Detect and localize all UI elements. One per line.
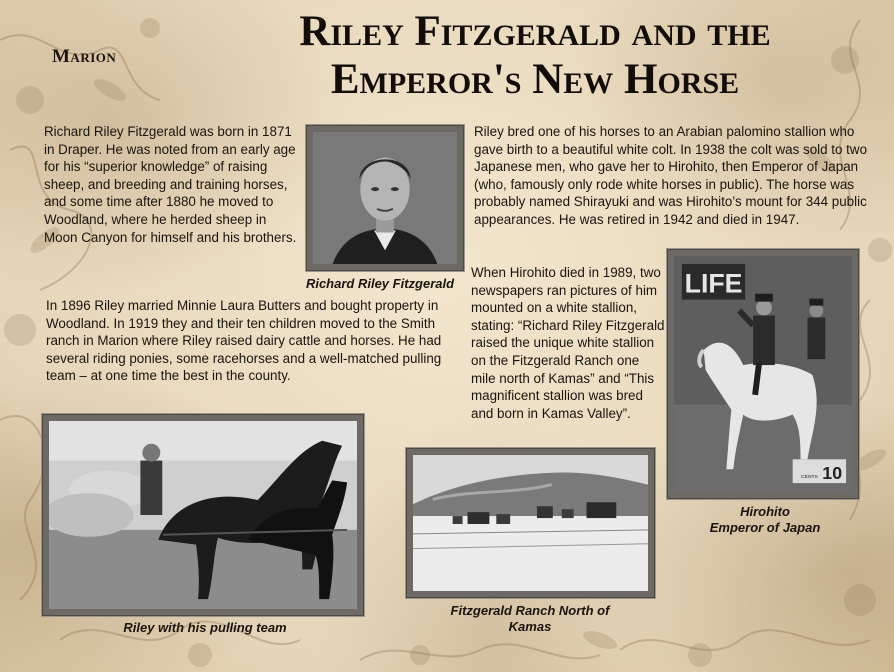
paragraph-marriage: In 1896 Riley married Minnie Laura Butters and bought property in Woodland. In 1919 they and their ten children moved to the Smith ranch in Marion where Riley raised dairy cattle and horses. He had several riding ponies, some racehorses and a well-matched pulling team – at one time the best in the county. bbox=[46, 298, 442, 384]
ranch-caption-line-1: Fitzgerald Ranch North of bbox=[450, 603, 610, 618]
hirohito-photo-frame bbox=[667, 249, 859, 499]
portrait-photo-frame bbox=[306, 125, 464, 271]
page-title bbox=[190, 8, 880, 104]
ranch-caption-line-2: Kamas bbox=[508, 619, 552, 634]
life-magazine-cover-photo bbox=[674, 256, 852, 492]
pulling-team-caption: Riley with his pulling team bbox=[123, 620, 287, 635]
location-label: Marion bbox=[52, 46, 117, 67]
paragraph-early-life: Richard Riley Fitzgerald was born in 1871 in Draper. He was noted from an early age for his “superior knowledge” of raising sheep, and breeding and training horses, and some time after 1880 he moved to Woodland, where he herded sheep in Moon Canyon for himself and his brothers. bbox=[44, 124, 297, 245]
hirohito-caption bbox=[680, 504, 850, 536]
pulling-team-photo-frame bbox=[42, 414, 364, 616]
paragraph-white-colt: Riley bred one of his horses to an Arabian palomino stallion who gave birth to a beautiful white colt. In 1938 the colt was sold to two Japanese men, who gave her to Hirohito, then Emperor of Japan (who, famously only rode white horses in public). The horse was probably named Shirayuki and was Hirohito’s mount for 344 public appearances. He was retired in 1942 and died in 1947. bbox=[474, 124, 868, 227]
paragraph-newspapers: When Hirohito died in 1989, two newspapers ran pictures of him mounted on a white stallion, stating: “Richard Riley Fitzgerald raised the unique white stallion on the Fitzgerald Ranch one mile north of Kamas” and “This magnificent stallion was bred and born in Kamas Valley”. bbox=[471, 265, 665, 421]
title-line-2: Emperor's New Horse bbox=[330, 56, 740, 103]
hirohito-caption-line-1: Hirohito bbox=[740, 504, 790, 519]
life-price-unit: CENTS bbox=[801, 475, 818, 481]
ranch-photo-frame bbox=[406, 448, 655, 598]
ranch-caption bbox=[410, 603, 650, 635]
life-price-number: 10 bbox=[822, 463, 843, 484]
portrait-photo bbox=[313, 132, 457, 264]
ranch-photo bbox=[413, 455, 648, 591]
life-logo-text: LIFE bbox=[684, 268, 743, 299]
pulling-team-photo bbox=[49, 421, 357, 609]
hirohito-caption-line-2: Emperor of Japan bbox=[709, 520, 821, 535]
portrait-caption: Richard Riley Fitzgerald bbox=[305, 276, 455, 291]
title-line-1: Riley Fitzgerald and the bbox=[299, 8, 771, 55]
